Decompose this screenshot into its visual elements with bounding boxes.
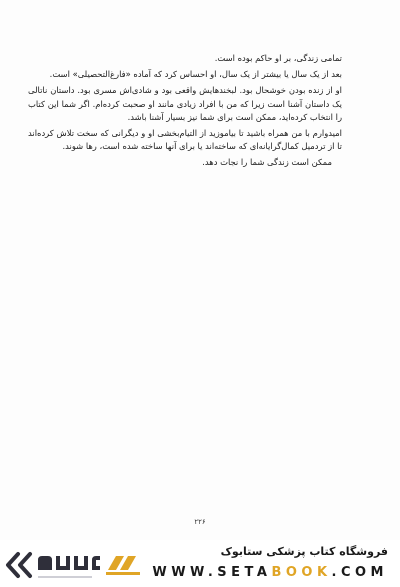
url-suffix: .COM [331, 565, 388, 580]
paragraph-5: ممکن است زندگی شما را نجات دهد. [202, 157, 332, 168]
paragraph-3: او از زنده بودن خوشحال بود. لبخندهایش واقعی بود و شادی‌اش مسری بود. داستان ناتالی یک داستان آشنا است زیرا که من با افراد زیادی مانند او صحبت کرده‌ام. اگر شما این کتاب را انتخاب کرده‌اید، ممکن است برای شما نیز بسیار آشنا باشد. [28, 85, 342, 122]
setabook-logo-icon [4, 546, 154, 584]
page-number: ۲۲۶ [194, 518, 206, 526]
store-url[interactable] [152, 565, 388, 580]
store-name: فروشگاه کتاب پزشکی ستابوک [220, 545, 388, 558]
paragraph-2: بعد از یک سال یا بیشتر از یک سال، او احساس کرد که آماده «فارغ‌التحصیلی» است. [49, 69, 342, 80]
paragraph-4: امیدوارم با من همراه باشید تا بیاموزید از التیام‌بخشی او و دیگرانی که سخت تلاش کرده‌اند تا از تردمیل کمال‌گرایانه‌ای که ساخته‌اند یا برای آنها ساخته شده است، رها شوند. [28, 128, 342, 152]
paragraph-1: تمامی زندگی، بر او حاکم بوده است. [214, 53, 342, 63]
url-prefix: WWW.SETA [152, 565, 272, 580]
body-text [28, 52, 342, 173]
url-highlight: BOOK [271, 565, 332, 580]
